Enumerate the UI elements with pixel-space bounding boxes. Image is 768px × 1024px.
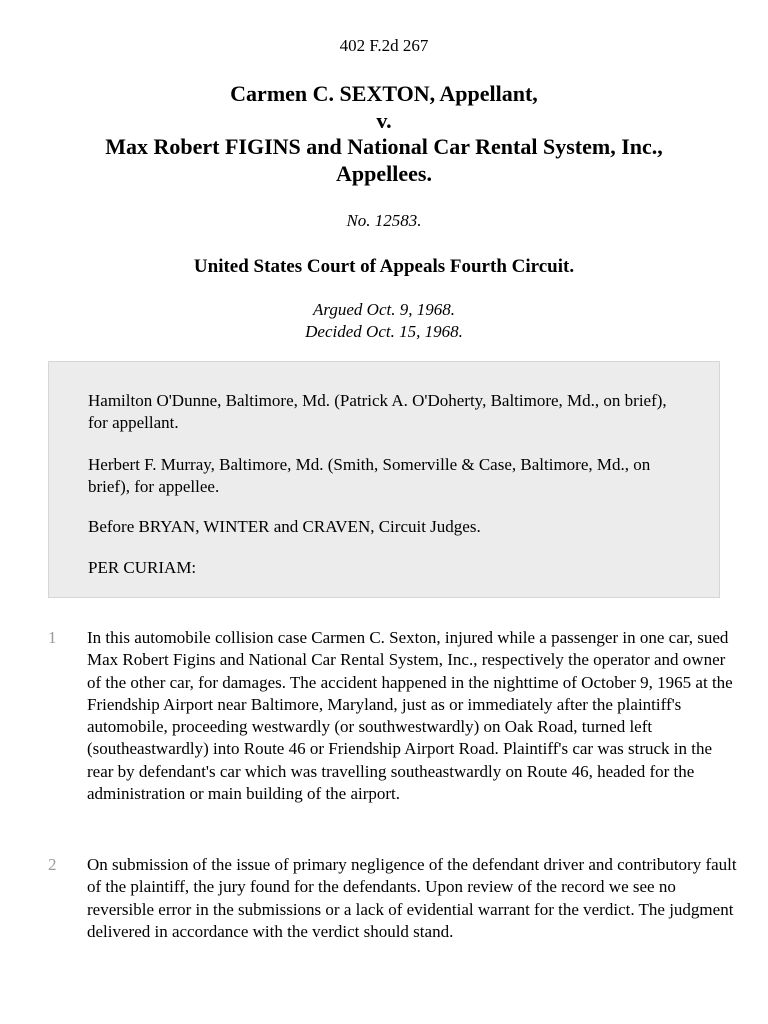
opinion-type: PER CURIAM:: [88, 558, 197, 577]
preamble-box: [48, 361, 720, 598]
argued-date: Argued Oct. 9, 1968.: [313, 300, 455, 319]
appellant-counsel: Hamilton O'Dunne, Baltimore, Md. (Patrick A. O'Doherty, Baltimore, Md., on brief), for appellant.: [88, 391, 667, 432]
paragraph-text: On submission of the issue of primary negligence of the defendant driver and contributory fault of the plaintiff, the jury found for the defendants. Upon review of the record we see no reversible error in the submissions or a lack of evidential warrant for the verdict. The judgment delivered in accordance with the verdict should stand.: [87, 855, 737, 941]
decided-date: Decided Oct. 15, 1968.: [305, 322, 463, 341]
case-citation: 402 F.2d 267: [339, 36, 429, 55]
decision-dates: [0, 299, 768, 343]
paragraph-number: 1: [48, 628, 57, 647]
appellee-counsel: Herbert F. Murray, Baltimore, Md. (Smith, Somerville & Case, Baltimore, Md., on brief), for appellee.: [88, 455, 651, 496]
appellant-name: Carmen C. SEXTON, Appellant,: [230, 81, 538, 106]
appellees-label: Appellees.: [336, 160, 432, 186]
court-name: United States Court of Appeals Fourth Circuit.: [193, 256, 575, 277]
panel-judges: Before BRYAN, WINTER and CRAVEN, Circuit Judges.: [88, 517, 481, 536]
paragraph-number: 2: [48, 855, 57, 874]
docket-number: No. 12583.: [346, 211, 422, 230]
paragraph-text: In this automobile collision case Carmen C. Sexton, injured while a passenger in one car, sued Max Robert Figins and National Car Rental System, Inc., respectively the operator and owner of the other car, for damages. The accident happened in the nighttime of October 9, 1965 at the Friendship Airport near Baltimore, Maryland, just as or immediately after the plaintiff's automobile, proceeding westwardly (or southwestwardly) on Oak Road, turned left (southeastwardly) into Route 46 or Friendship Airport Road. Plaintiff's car was struck in the rear by defendant's car which was travelling southeastwardly on Route 46, headed for the administration or main building of the airport.: [87, 628, 733, 804]
case-caption: [0, 81, 768, 187]
versus-label: v.: [376, 107, 392, 133]
appellees-name: Max Robert FIGINS and National Car Rental System, Inc.,: [105, 134, 663, 159]
